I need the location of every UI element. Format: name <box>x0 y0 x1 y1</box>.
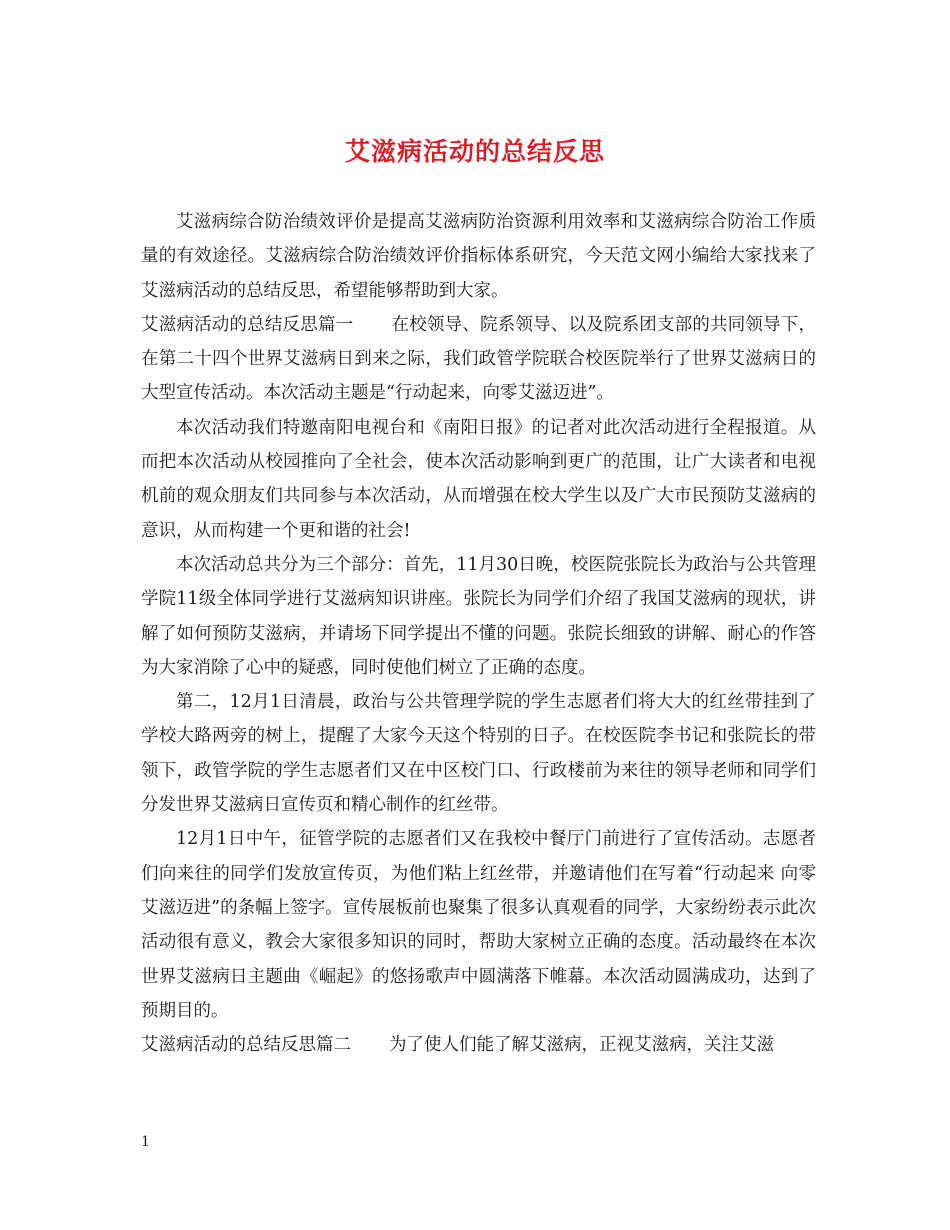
section-text: 在校领导、院系领导、以及院系团支部的共同领导下，在第二十四个世界艾滋病日到来之际，我们政管学院联合校医院举行了世界艾滋病日的大型宣传活动。本次活动主题是“行动起来，向零艾滋迈进”。 <box>141 314 817 404</box>
section-two-paragraph <box>141 1028 816 1062</box>
body-paragraph: 第二，12月1日清晨，政治与公共管理学院的学生志愿者们将大大的红丝带挂到了学校大路两旁的树上，提醒了大家今天这个特别的日子。在校医院李书记和张院长的带领下，政管学院的学生志愿者们又在中区校门口、行政楼前为来往的领导老师和同学们分发世界艾滋病日宣传页和精心制作的红丝带。 <box>141 692 816 816</box>
body-paragraph: 12月1日中午，征管学院的志愿者们又在我校中餐厅门前进行了宣传活动。志愿者们向来往的同学们发放宣传页，为他们粘上红丝带，并邀请他们在写着“行动起来 向零艾滋迈进”的条幅上签字。宣传展板前也聚集了很多认真观看的同学，大家纷纷表示此次活动很有意义，教会大家很多知识的同时，帮助大家树立正确的态度。活动最终在本次世界艾滋病日主题曲《崛起》的悠扬歌声中圆满落下帷幕。本次活动圆满成功，达到了预期目的。 <box>141 829 816 1021</box>
document-title: 艾滋病活动的总结反思 <box>344 137 605 166</box>
page-number: 1 <box>141 1134 150 1150</box>
section-heading: 艾滋病活动的总结反思篇一 <box>141 314 354 335</box>
document-body <box>141 205 816 1062</box>
body-paragraph: 本次活动我们特邀南阳电视台和《南阳日报》的记者对此次活动进行全程报道。从而把本次活动从校园推向了全社会，使本次活动影响到更广的范围，让广大读者和电视机前的观众朋友们共同参与本次活动，从而增强在校大学生以及广大市民预防艾滋病的意识，从而构建一个更和谐的社会! <box>141 417 816 541</box>
section-text: 为了使人们能了解艾滋病，正视艾滋病，关注艾滋 <box>389 1035 774 1056</box>
intro-paragraph: 艾滋病综合防治绩效评价是提高艾滋病防治资源利用效率和艾滋病综合防治工作质量的有效途径。艾滋病综合防治绩效评价指标体系研究，今天范文网小编给大家找来了艾滋病活动的总结反思，希望能够帮助到大家。 <box>141 212 816 301</box>
section-heading: 艾滋病活动的总结反思篇二 <box>141 1035 351 1056</box>
section-one-paragraph <box>141 308 816 411</box>
body-paragraph: 本次活动总共分为三个部分：首先，11月30日晚，校医院张院长为政治与公共管理学院11级全体同学进行艾滋病知识讲座。张院长为同学们介绍了我国艾滋病的现状，讲解了如何预防艾滋病，并请场下同学提出不懂的问题。张院长细致的讲解、耐心的作答为大家消除了心中的疑惑，同时使他们树立了正确的态度。 <box>141 554 816 678</box>
